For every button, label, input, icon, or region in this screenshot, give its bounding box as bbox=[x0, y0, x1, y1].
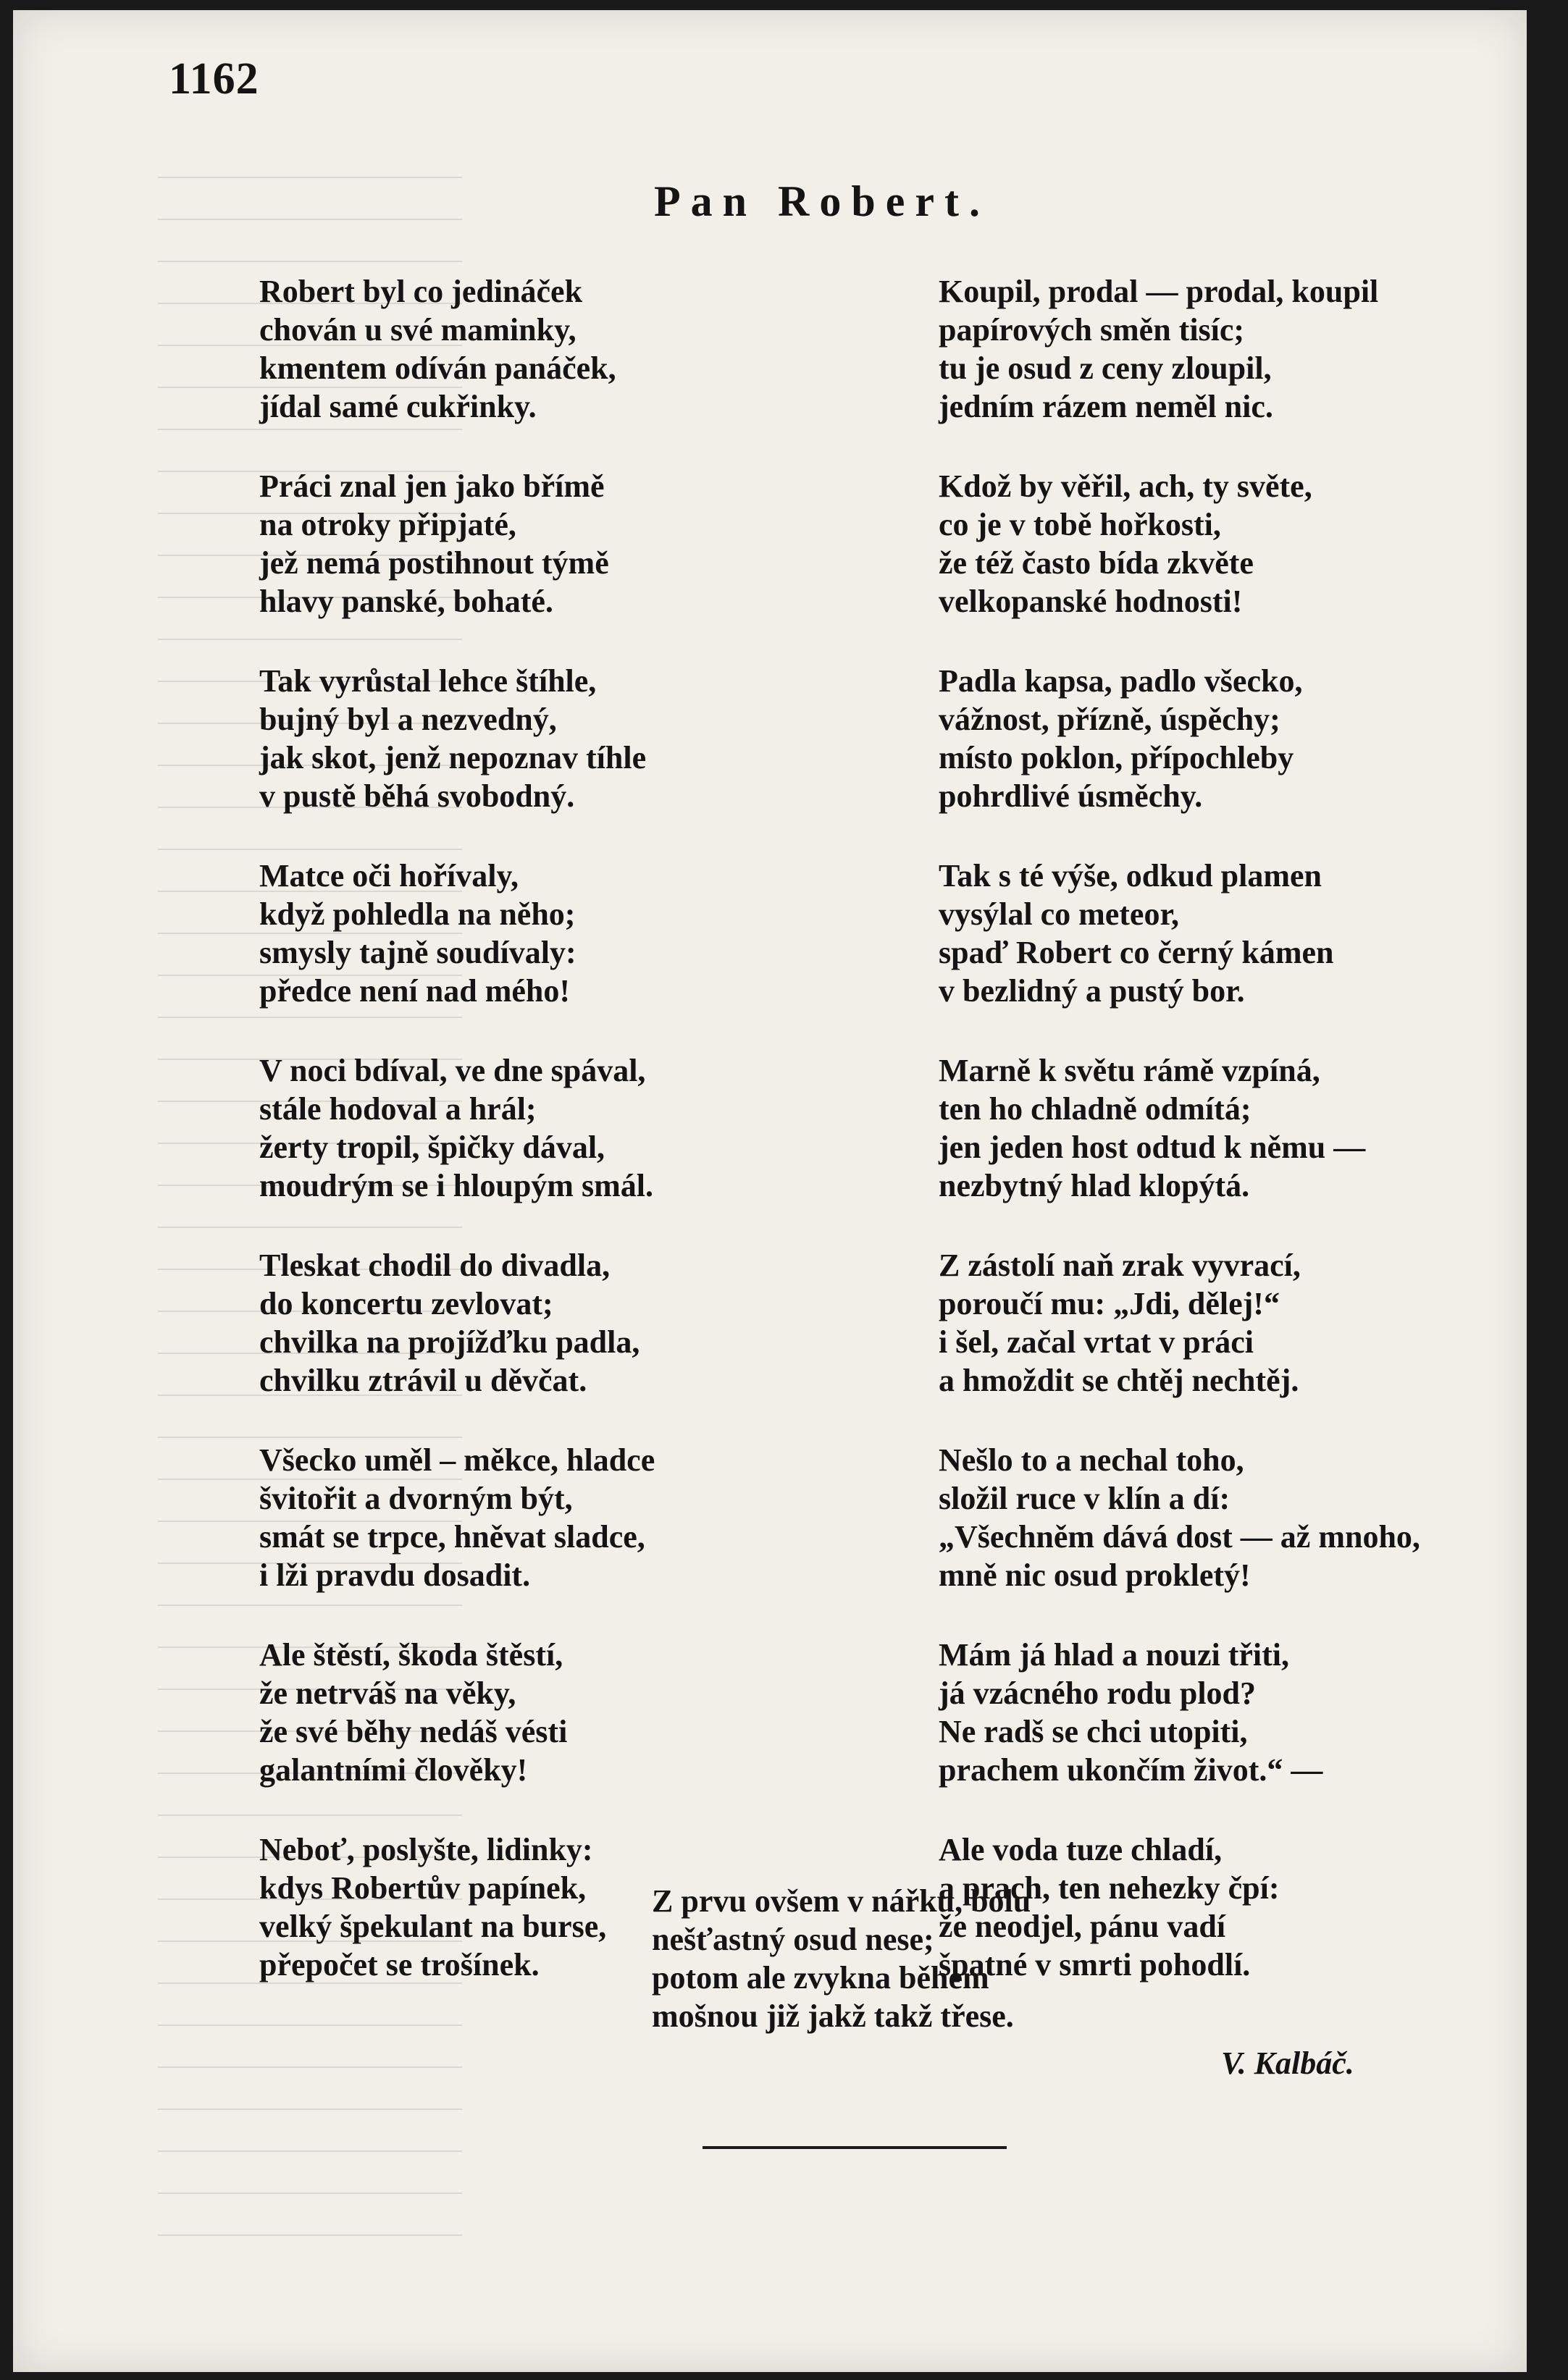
author-signature: V. Kalbáč. bbox=[1221, 2045, 1354, 2081]
poem-line: složil ruce v klín a dí: bbox=[939, 1481, 1230, 1516]
poem-line: předce není nad mého! bbox=[259, 973, 570, 1009]
poem-line: potom ale zvykna během bbox=[652, 1960, 989, 1996]
poem-line: chvilka na projížďku padla, bbox=[259, 1324, 640, 1360]
poem-line: kdys Robertův papínek, bbox=[259, 1870, 587, 1906]
poem-line: Tak s té výše, odkud plamen bbox=[939, 858, 1322, 893]
poem-line: Práci znal jen jako břímě bbox=[259, 468, 605, 504]
poem-line: jak skot, jenž nepoznav tíhle bbox=[259, 740, 647, 775]
section-divider-rule bbox=[703, 2146, 1007, 2149]
poem-stanza bbox=[939, 1636, 1420, 1789]
poem-line: na otroky připjaté, bbox=[259, 507, 516, 542]
poem-line: Ne radš se chci utopiti, bbox=[939, 1714, 1248, 1749]
poem-line: chvilku ztrávil u děvčat. bbox=[259, 1363, 587, 1398]
poem-line: papírových směn tisíc; bbox=[939, 312, 1245, 348]
poem-stanza bbox=[259, 1636, 655, 1789]
poem-line: galantními člověky! bbox=[259, 1752, 528, 1788]
poem-line: jedním rázem neměl nic. bbox=[939, 389, 1273, 424]
poem-line: do koncertu zevlovat; bbox=[259, 1286, 553, 1321]
poem-line: Všecko uměl – měkce, hladce bbox=[259, 1442, 655, 1478]
poem-line: a hmoždit se chtěj nechtěj. bbox=[939, 1363, 1299, 1398]
poem-line: Z prvu ovšem v nářku, bolu bbox=[652, 1883, 1031, 1919]
poem-line: já vzácného rodu plod? bbox=[939, 1675, 1257, 1711]
poem-stanza bbox=[939, 1441, 1420, 1594]
poem-stanza bbox=[939, 1051, 1420, 1205]
poem-line: i lži pravdu dosadit. bbox=[259, 1557, 531, 1593]
poem-line: že též často bída zkvěte bbox=[939, 545, 1254, 581]
poem-line: Robert byl co jedináček bbox=[259, 274, 583, 309]
poem-line: Mám já hlad a nouzi třiti, bbox=[939, 1637, 1289, 1673]
poem-line: Matce oči hořívaly, bbox=[259, 858, 519, 893]
poem-line: že své běhy nedáš vésti bbox=[259, 1714, 568, 1749]
poem-line: tu je osud z ceny zloupil, bbox=[939, 350, 1272, 386]
poem-line: Koupil, prodal — prodal, koupil bbox=[939, 274, 1379, 309]
poem-line: Tleskat chodil do divadla, bbox=[259, 1248, 611, 1283]
poem-stanza bbox=[939, 272, 1420, 426]
poem-title: Pan Robert. bbox=[654, 177, 990, 225]
poem-line: stále hodoval a hrál; bbox=[259, 1091, 537, 1127]
poem-line: i šel, začal vrtat v práci bbox=[939, 1324, 1254, 1360]
poem-line: Kdož by věřil, ach, ty světe, bbox=[939, 468, 1312, 504]
poem-line: že neodjel, pánu vadí bbox=[939, 1909, 1226, 1944]
poem-line: co je v tobě hořkosti, bbox=[939, 507, 1221, 542]
poem-line: prachem ukončím život.“ — bbox=[939, 1752, 1323, 1788]
poem-line: přepočet se trošínek. bbox=[259, 1947, 540, 1982]
poem-stanza bbox=[259, 1441, 655, 1594]
poem-left-column bbox=[259, 272, 655, 2025]
poem-line: velký špekulant na burse, bbox=[259, 1909, 607, 1944]
poem-stanza bbox=[939, 1246, 1420, 1400]
poem-line: spaď Robert co černý kámen bbox=[939, 935, 1334, 970]
poem-line: švitořit a dvorným být, bbox=[259, 1481, 573, 1516]
poem-stanza bbox=[939, 467, 1420, 621]
poem-line: a prach, ten nehezky čpí: bbox=[939, 1870, 1280, 1906]
poem-line: špatné v smrti pohodlí. bbox=[939, 1947, 1251, 1982]
poem-stanza bbox=[259, 1246, 655, 1400]
closing-stanza bbox=[652, 1882, 1031, 2035]
poem-stanza bbox=[259, 662, 655, 815]
poem-line: kmentem odíván panáček, bbox=[259, 350, 616, 386]
book-page bbox=[13, 10, 1527, 2372]
poem-stanza bbox=[259, 1830, 655, 1984]
poem-right-column bbox=[939, 272, 1420, 2025]
poem-stanza bbox=[259, 272, 655, 426]
poem-line: Nešlo to a nechal toho, bbox=[939, 1442, 1244, 1478]
poem-line: Ale voda tuze chladí, bbox=[939, 1832, 1223, 1867]
poem-line: ten ho chladně odmítá; bbox=[939, 1091, 1252, 1127]
poem-line: poroučí mu: „Jdi, dělej!“ bbox=[939, 1286, 1280, 1321]
poem-line: „Všechněm dává dost — až mnoho, bbox=[939, 1519, 1420, 1555]
poem-line: chován u své maminky, bbox=[259, 312, 577, 348]
poem-line: místo poklon, přípochleby bbox=[939, 740, 1294, 775]
poem-line: jež nemá postihnout týmě bbox=[259, 545, 609, 581]
poem-line: vysýlal co meteor, bbox=[939, 896, 1179, 932]
poem-line: Marně k světu rámě vzpíná, bbox=[939, 1053, 1320, 1088]
poem-line: V noci bdíval, ve dne spával, bbox=[259, 1053, 646, 1088]
poem-line: že netrváš na věky, bbox=[259, 1675, 516, 1711]
poem-line: velkopanské hodnosti! bbox=[939, 584, 1243, 619]
poem-line: když pohledla na něho; bbox=[259, 896, 576, 932]
poem-stanza bbox=[939, 857, 1420, 1010]
poem-stanza bbox=[259, 857, 655, 1010]
poem-line: hlavy panské, bohaté. bbox=[259, 584, 553, 619]
poem-line: pohrdlivé úsměchy. bbox=[939, 778, 1203, 814]
poem-line: moudrým se i hloupým smál. bbox=[259, 1168, 653, 1203]
poem-line: mně nic osud prokletý! bbox=[939, 1557, 1251, 1593]
poem-line: nezbytný hlad klopýtá. bbox=[939, 1168, 1250, 1203]
poem-line: jen jeden host odtud k němu — bbox=[939, 1130, 1366, 1165]
poem-line: Tak vyrůstal lehce štíhle, bbox=[259, 663, 597, 699]
poem-line: smysly tajně soudívaly: bbox=[259, 935, 577, 970]
poem-line: smát se trpce, hněvat sladce, bbox=[259, 1519, 645, 1555]
page-number: 1162 bbox=[169, 54, 259, 104]
poem-line: Z zástolí naň zrak vyvrací, bbox=[939, 1248, 1301, 1283]
poem-line: bujný byl a nezvedný, bbox=[259, 702, 557, 737]
poem-line: jídal samé cukřinky. bbox=[259, 389, 537, 424]
poem-stanza bbox=[259, 1051, 655, 1205]
poem-line: Ale štěstí, škoda štěstí, bbox=[259, 1637, 563, 1673]
poem-line: nešťastný osud nese; bbox=[652, 1922, 934, 1957]
poem-line: mošnou již jakž takž třese. bbox=[652, 1998, 1014, 2034]
poem-line: vážnost, přízně, úspěchy; bbox=[939, 702, 1280, 737]
poem-stanza bbox=[939, 662, 1420, 815]
poem-line: Neboť, poslyšte, lidinky: bbox=[259, 1832, 593, 1867]
poem-stanza bbox=[259, 467, 655, 621]
poem-line: Padla kapsa, padlo všecko, bbox=[939, 663, 1303, 699]
poem-line: v pustě běhá svobodný. bbox=[259, 778, 575, 814]
poem-line: žerty tropil, špičky dával, bbox=[259, 1130, 605, 1165]
poem-line: v bezlidný a pustý bor. bbox=[939, 973, 1245, 1009]
